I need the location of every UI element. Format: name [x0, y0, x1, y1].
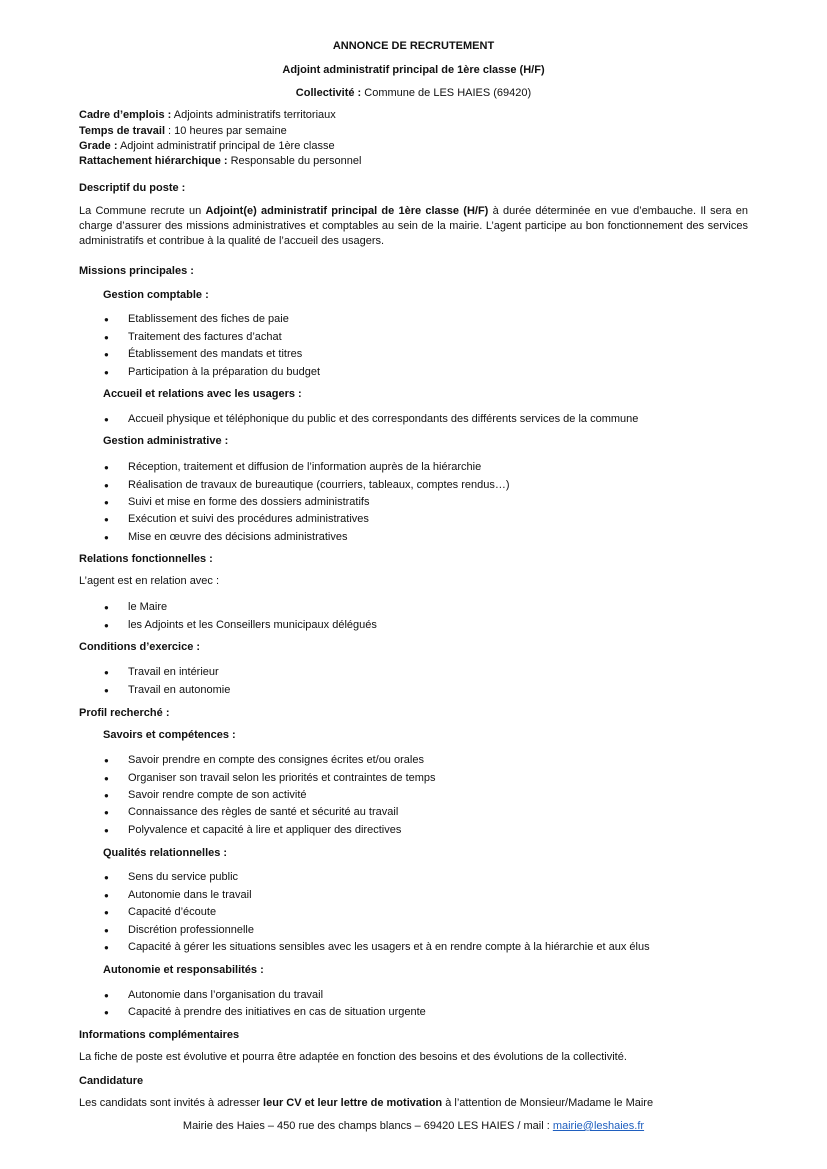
section-heading-infos: Informations complémentaires	[79, 1029, 240, 1041]
section-heading-profil: Profil recherché :	[79, 707, 170, 719]
bold-text: leur CV et leur lettre de motivation	[263, 1097, 443, 1109]
email-link[interactable]: mairie@leshaies.fr	[552, 1120, 645, 1132]
bullet-icon: ●	[104, 873, 109, 882]
list-item: Savoir rendre compte de son activité	[128, 789, 307, 801]
bullet-icon: ●	[104, 1008, 109, 1017]
field-rattachement	[79, 154, 361, 168]
section-heading-candidature: Candidature	[79, 1075, 144, 1087]
descriptif-line	[79, 204, 748, 218]
subheading: Autonomie et responsabilités :	[103, 964, 264, 976]
field-cadre	[79, 108, 336, 122]
bullet-icon: ●	[104, 481, 109, 490]
list-item: Sens du service public	[128, 871, 239, 883]
field-label: Temps de travail	[79, 125, 165, 137]
section-heading-relations: Relations fonctionnelles :	[79, 553, 213, 565]
collectivite-value: Commune de LES HAIES (69420)	[361, 87, 532, 99]
bullet-icon: ●	[104, 498, 109, 507]
bullet-icon: ●	[104, 533, 109, 542]
text: à l’attention de Monsieur/Madame le Maire	[442, 1097, 654, 1109]
footer-address	[0, 1119, 827, 1133]
field-value: Adjoints administratifs territoriaux	[171, 109, 336, 121]
bullet-icon: ●	[104, 908, 109, 917]
bullet-icon: ●	[104, 826, 109, 835]
list-item: Etablissement des fiches de paie	[128, 313, 289, 325]
list-item: Capacité d’écoute	[128, 906, 217, 918]
field-label: Cadre d’emplois :	[79, 109, 172, 121]
list-item: Réalisation de travaux de bureautique (courriers, tableaux, comptes rendus…)	[128, 479, 510, 491]
text: à durée déterminée en vue d’embauche. Il sera en	[488, 205, 749, 217]
text: La Commune recrute un	[79, 205, 206, 217]
subheading: Gestion comptable :	[103, 289, 209, 301]
bullet-icon: ●	[104, 756, 109, 765]
descriptif-line: administratifs et contribue à la qualité de l’accueil des usagers.	[79, 235, 385, 247]
list-item: Mise en œuvre des décisions administratives	[128, 531, 348, 543]
section-heading-missions: Missions principales :	[79, 265, 194, 277]
document-title: ANNONCE DE RECRUTEMENT	[332, 40, 495, 52]
subheading: Savoirs et compétences :	[103, 729, 236, 741]
list-item: Suivi et mise en forme des dossiers administratifs	[128, 496, 370, 508]
list-item: Travail en autonomie	[128, 684, 231, 696]
text: Les candidats sont invités à adresser	[79, 1097, 264, 1109]
field-label: Rattachement hiérarchique :	[79, 155, 228, 167]
bullet-icon: ●	[104, 603, 109, 612]
list-item: Capacité à prendre des initiatives en cas de situation urgente	[128, 1006, 426, 1018]
field-value: : 10 heures par semaine	[165, 125, 287, 137]
list-item: Capacité à gérer les situations sensibles avec les usagers et à en rendre compte à la hiérarchie et aux élus	[128, 941, 650, 953]
list-item: Travail en intérieur	[128, 666, 219, 678]
bullet-icon: ●	[104, 686, 109, 695]
bullet-icon: ●	[104, 350, 109, 359]
bullet-icon: ●	[104, 333, 109, 342]
list-item: Organiser son travail selon les priorités et contraintes de temps	[128, 772, 436, 784]
section-heading-conditions: Conditions d’exercice :	[79, 641, 201, 653]
subheading: Gestion administrative :	[103, 435, 229, 447]
address-text: Mairie des Haies – 450 rue des champs blancs – 69420 LES HAIES / mail :	[182, 1120, 553, 1132]
field-value: Adjoint administratif principal de 1ère classe	[117, 140, 335, 152]
list-item: Accueil physique et téléphonique du public et des correspondants des différents services de la commune	[128, 413, 639, 425]
bullet-icon: ●	[104, 991, 109, 1000]
subheading: Accueil et relations avec les usagers :	[103, 388, 302, 400]
bullet-icon: ●	[104, 315, 109, 324]
list-item: Établissement des mandats et titres	[128, 348, 303, 360]
bullet-icon: ●	[104, 621, 109, 630]
collectivite-label: Collectivité :	[295, 87, 362, 99]
field-temps	[79, 124, 287, 138]
list-item: Participation à la préparation du budget	[128, 366, 321, 378]
bullet-icon: ●	[104, 891, 109, 900]
list-item: Polyvalence et capacité à lire et appliquer des directives	[128, 824, 402, 836]
bullet-icon: ●	[104, 774, 109, 783]
candidature-text	[79, 1096, 653, 1110]
bullet-icon: ●	[104, 368, 109, 377]
list-item: les Adjoints et les Conseillers municipaux délégués	[128, 619, 377, 631]
bullet-icon: ●	[104, 415, 109, 424]
list-item: Autonomie dans l’organisation du travail	[128, 989, 324, 1001]
bullet-icon: ●	[104, 808, 109, 817]
bullet-icon: ●	[104, 926, 109, 935]
descriptif-line: charge d’assurer des missions administratives et comptables au sein de la mairie. L’agent participe au bon fonctionnement des services	[79, 220, 748, 232]
field-value: Responsable du personnel	[227, 155, 362, 167]
section-heading-descriptif: Descriptif du poste :	[79, 182, 186, 194]
bold-text: Adjoint(e) administratif principal de 1ère classe (H/F)	[205, 205, 489, 217]
collectivite-line	[0, 86, 827, 100]
list-item: Autonomie dans le travail	[128, 889, 252, 901]
list-item: Connaissance des règles de santé et sécurité au travail	[128, 806, 399, 818]
list-item: Exécution et suivi des procédures administratives	[128, 513, 369, 525]
bullet-icon: ●	[104, 791, 109, 800]
bullet-icon: ●	[104, 943, 109, 952]
field-grade	[79, 139, 335, 153]
relations-intro: L’agent est en relation avec :	[79, 575, 220, 587]
list-item: Discrétion professionnelle	[128, 924, 254, 936]
bullet-icon: ●	[104, 463, 109, 472]
list-item: Traitement des factures d’achat	[128, 331, 282, 343]
subheading: Qualités relationnelles :	[103, 847, 228, 859]
list-item: Réception, traitement et diffusion de l’information auprès de la hiérarchie	[128, 461, 482, 473]
bullet-icon: ●	[104, 668, 109, 677]
list-item: Savoir prendre en compte des consignes écrites et/ou orales	[128, 754, 424, 766]
bullet-icon: ●	[104, 515, 109, 524]
job-title: Adjoint administratif principal de 1ère classe (H/F)	[282, 64, 545, 76]
list-item: le Maire	[128, 601, 168, 613]
field-label: Grade :	[79, 140, 118, 152]
infos-text: La fiche de poste est évolutive et pourra être adaptée en fonction des besoins et des évolutions de la collectivité.	[79, 1051, 627, 1063]
